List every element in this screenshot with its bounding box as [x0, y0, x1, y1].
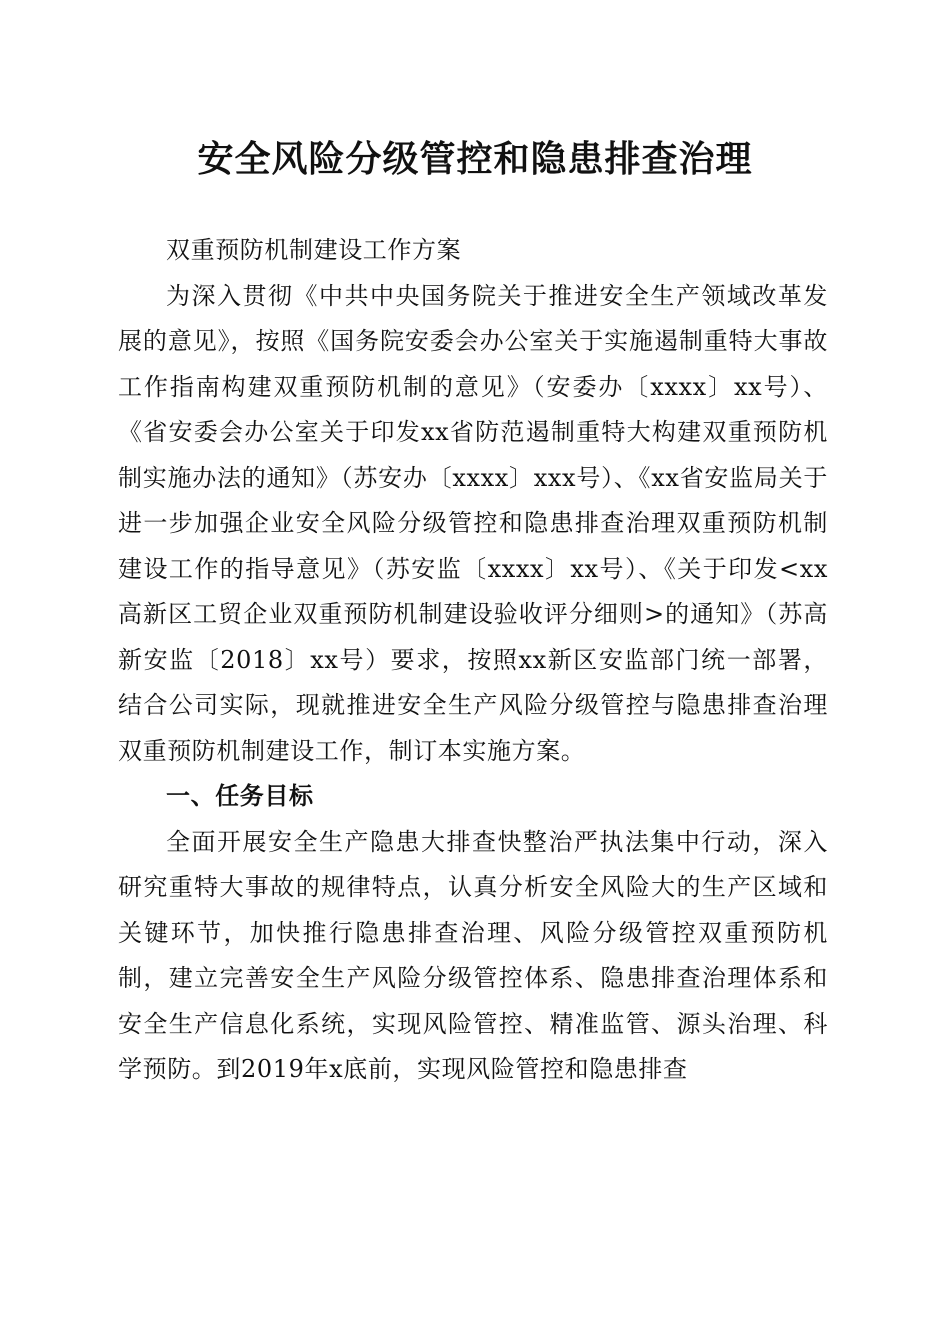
document-subtitle: 双重预防机制建设工作方案	[166, 236, 462, 264]
section-paragraph-task-goals: 全面开展安全生产隐患大排查快整治严执法集中行动，深入研究重特大事故的规律特点，认真分析安全风险大的生产区域和关键环节，加快推行隐患排查治理、风险分级管控双重预防机制，建立完善安全生产风险分级管控体系、隐患排查治理体系和安全生产信息化系统，实现风险管控、精准监管、源头治理、科学预防。到2019年x底前，实现风险管控和隐患排查	[118, 827, 828, 1083]
document-title: 安全风险分级管控和隐患排查治理	[197, 138, 753, 180]
section-heading-task-goals: 一、任务目标	[166, 782, 314, 810]
intro-paragraph: 为深入贯彻《中共中央国务院关于推进安全生产领域改革发展的意见》，按照《国务院安委会办公室关于实施遏制重特大事故工作指南构建双重预防机制的意见》（安委办〔xxxx〕xx号）、《省安委会办公室关于印发xx省防范遏制重特大构建双重预防机制实施办法的通知》（苏安办〔xxxx〕xxx号）、《xx省安监局关于进一步加强企业安全风险分级管控和隐患排查治理双重预防机制建设工作的指导意见》（苏安监〔xxxx〕xx号）、《关于印发<xx高新区工贸企业双重预防机制建设验收评分细则>的通知》（苏高新安监〔2018〕xx号）要求，按照xx新区安监部门统一部署，结合公司实际，现就推进安全生产风险分级管控与隐患排查治理双重预防机制建设工作，制订本实施方案。	[118, 281, 828, 765]
document-body	[118, 228, 828, 1093]
